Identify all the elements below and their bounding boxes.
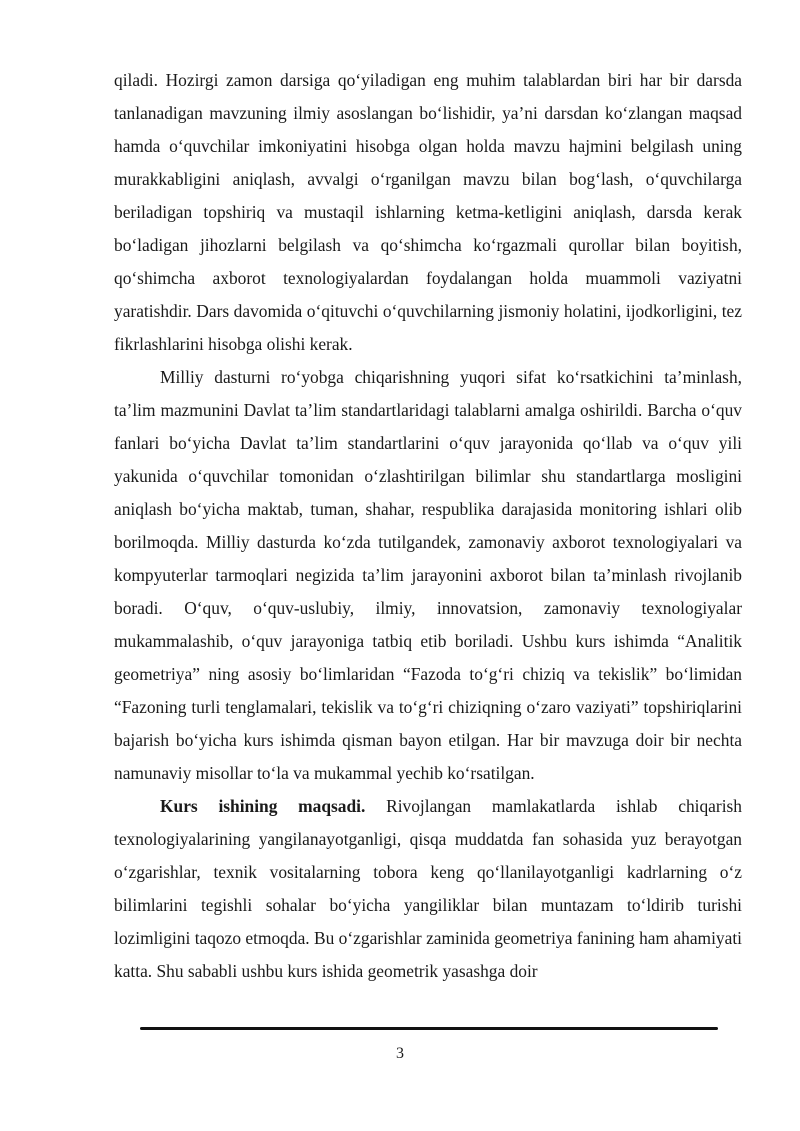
footer-divider bbox=[140, 1027, 718, 1030]
paragraph-3 bbox=[114, 790, 742, 988]
paragraph-2 bbox=[114, 361, 742, 790]
document-body bbox=[114, 64, 742, 988]
section-heading-kurs-maqsadi: Kurs ishining maqsadi. bbox=[160, 796, 366, 816]
paragraph-2-text: Milliy dasturni roʻyobga chiqarishning yuqori sifat koʻrsatkichini taʼminlash, taʼlim mazmunini Davlat taʼlim standartlaridagi talablarni amalga oshirildi. Barcha oʻquv fanlari boʻyicha Davlat taʼlim standartlarini oʻquv jarayonida qoʻllab va oʻquv yili yakunida oʻquvchilar tomonidan oʻzlashtirilgan bilimlar shu standartlarga mosligini aniqlash boʻyicha maktab, tuman, shahar, respublika darajasida monitoring ishlari olib borilmoqda. Milliy dasturda koʻzda tutilgandek, zamonaviy axborot texnologiyalari va kompyuterlar tarmoqlari negizida taʼlim jarayonini axborot bilan taʼminlash rivojlanib boradi. Oʻquv, oʻquv-uslubiy, ilmiy, innovatsion, zamonaviy texnologiyalar mukammalashib, oʻquv jarayoniga tatbiq etib boriladi. Ushbu kurs ishimda “Analitik geometriya” ning asosiy boʻlimlaridan “Fazoda toʻgʻri chiziq va tekislik” boʻlimidan “Fazoning turli tenglamalari, tekislik va toʻgʻri chiziqning oʻzaro vaziyati” topshiriqlarini bajarish boʻyicha kurs ishimda qisman bayon etilgan. Har bir mavzuga doir bir nechta namunaviy misollar toʻla va mukammal yechib koʻrsatilgan. bbox=[114, 367, 742, 783]
paragraph-1-text: qiladi. Hozirgi zamon darsiga qoʻyiladigan eng muhim talablardan biri har bir darsda tanlanadigan mavzuning ilmiy asoslangan boʻlishidir, yaʼni darsdan koʻzlangan maqsad hamda oʻquvchilar imkoniyatini hisobga olgan holda mavzu hajmini belgilash uning murakkabligini aniqlash, avvalgi oʻrganilgan mavzu bilan bogʻlash, oʻquvchilarga beriladigan topshiriq va mustaqil ishlarning ketma-ketligini aniqlash, darsda kerak boʻladigan jihozlarni belgilash va qoʻshimcha koʻrgazmali qurollar bilan boyitish, qoʻshimcha axborot texnologiyalardan foydalangan holda muammoli vaziyatni yaratishdir. Dars davomida oʻqituvchi oʻquvchilarning jismoniy holatini, ijodkorligini, tez fikrlashlarini hisobga olishi kerak. bbox=[114, 70, 742, 354]
paragraph-1 bbox=[114, 64, 742, 361]
paragraph-3-text: Rivojlangan mamlakatlarda ishlab chiqarish texnologiyalarining yangilanayotganligi, qisqa muddatda fan sohasida yuz berayotgan oʻzgarishlar, texnik vositalarning tobora keng qoʻllanilayotganligi kadrlarning oʻz bilimlarini tegishli sohalar boʻyicha yangiliklar bilan muntazam toʻldirib turishi lozimligini taqozo etmoqda. Bu oʻzgarishlar zaminida geometriya fanining ham ahamiyati katta. Shu sababli ushbu kurs ishida geometrik yasashga doir bbox=[114, 796, 742, 981]
page-number: 3 bbox=[396, 1045, 404, 1062]
